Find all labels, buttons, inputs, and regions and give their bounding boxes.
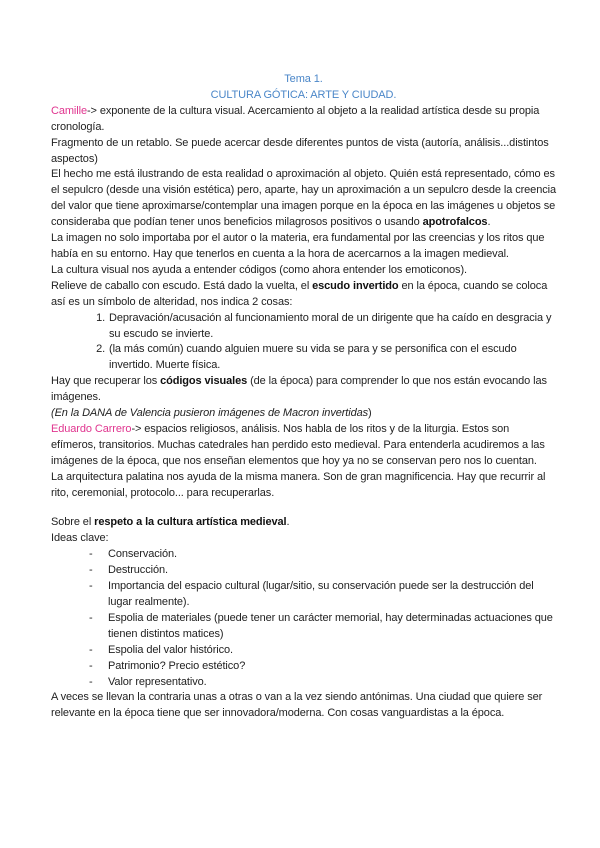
paragraph-camille [51,104,556,136]
idea-item: - Conservación. [89,547,556,563]
numbered-item: 2. (la más común) cuando alguien muere su vida se para y se personifica con el escudo invertido. Muerte física. [108,342,556,374]
idea-item: - Importancia del espacio cultural (lugar/sitio, su conservación puede ser la destrucción del lugar realmente). [89,579,556,611]
paragraph-text: Relieve de caballo con escudo. Está dado la vuelta, el [51,279,313,292]
paragraph-respeto [51,515,556,531]
bold-term-escudo-invertido: escudo invertido [312,279,399,292]
title-line-2: CULTURA GÓTICA: ARTE Y CIUDAD. [210,88,397,101]
author-name-carrero: Eduardo Carrero [51,422,132,435]
paragraph-sepulcro [51,167,556,231]
paragraph-text: Sobre el [51,516,95,529]
document-body [51,72,556,722]
paragraph-codigos [51,374,556,406]
paragraph-end: . [286,516,290,529]
idea-item: - Destrucción. [89,563,556,579]
paragraph-end: ) [368,407,372,420]
bold-term-codigos-visuales: códigos visuales [160,375,248,388]
idea-item: - Espolia de materiales (puede tener un carácter memorial, hay determinadas actuaciones que tienen distintos matices) [89,611,556,643]
author-name-camille: Camille [51,104,87,117]
bold-term-apotrofalcos: apotrofalcos [422,216,488,229]
paragraph-carrero [51,422,556,470]
paragraph-conclusion: A veces se llevan la contraria unas a otras o van a la vez siendo antónimas. Una ciudad que quiere ser relevante en la época tiene que ser innovadora/moderna. Con cosas vanguardistas a la época. [51,691,543,720]
idea-item: - Espolia del valor histórico. [89,643,556,659]
paragraph-text: -> exponente de la cultura visual. Acercamiento al objeto a la realidad artística desde su propia cronología. [51,104,540,133]
idea-item: - Patrimonio? Precio estético? [89,659,556,675]
ideas-heading: Ideas clave: [51,532,109,545]
paragraph-text: El hecho me está ilustrando de esta realidad o aproximación al objeto. Quién está representado, cómo es el sepulcro (desde una visión estética) pero, aparte, hay un aproximación a un sepulcro desde la creencia del valor que tiene aproximarse/contemplar una imagen porque en la época en las imágenes u objetos se consideraba que podían tener unos beneficios milagrosos positivos o usando [51,168,556,229]
italic-note: (En la DANA de Valencia pusieron imágenes de Macron invertidas [51,407,369,420]
paragraph-dana [51,406,556,422]
title-line-1: Tema 1. [284,73,323,85]
spacer [51,501,556,515]
paragraph-relieve [51,279,556,311]
paragraph-text: Hay que recuperar los [51,375,161,388]
paragraph-retablo: Fragmento de un retablo. Se puede acercar desde diferentes puntos de vista (autoría, análisis...distintos aspectos) [51,136,549,165]
bold-term-respeto: respeto a la cultura artística medieval [94,516,287,529]
paragraph-cultura-visual: La cultura visual nos ayuda a entender códigos (como ahora entender los emoticonos). [51,263,467,276]
paragraph-end: . [487,216,491,229]
paragraph-end: (de la época) para comprender lo que nos están evocando las imágenes. [51,375,547,404]
ideas-list [51,547,556,690]
paragraph-arquitectura: La arquitectura palatina nos ayuda de la misma manera. Son de gran magnificencia. Hay que recurrir al rito, ceremonial, protocolo... para recuperarlas. [51,470,546,499]
idea-item: - Valor representativo. [89,675,556,691]
paragraph-text: -> espacios religiosos, análisis. Nos habla de los ritos y de la liturgia. Estos son efímeros, transitorios. Muchas catedrales han perdido esto medieval. Para entenderla acudiremos a las imágenes de la época, que nos enseñan elementos que hoy ya no se conservan pero nos lo cuentan. [51,422,545,467]
numbered-item: 1. Depravación/acusación al funcionamiento moral de un dirigente que ha caído en desgracia y su escudo se invierte. [108,311,556,343]
paragraph-end: en la época, cuando se coloca así es un símbolo de alteridad, nos indica 2 cosas: [51,279,548,308]
numbered-list [51,311,556,375]
paragraph-imagen: La imagen no solo importaba por el autor o la materia, era fundamental por las creencias y los ritos que había en su entorno. Hay que tenerlos en cuenta a la hora de acercarnos a la imagen medieval. [51,232,545,260]
